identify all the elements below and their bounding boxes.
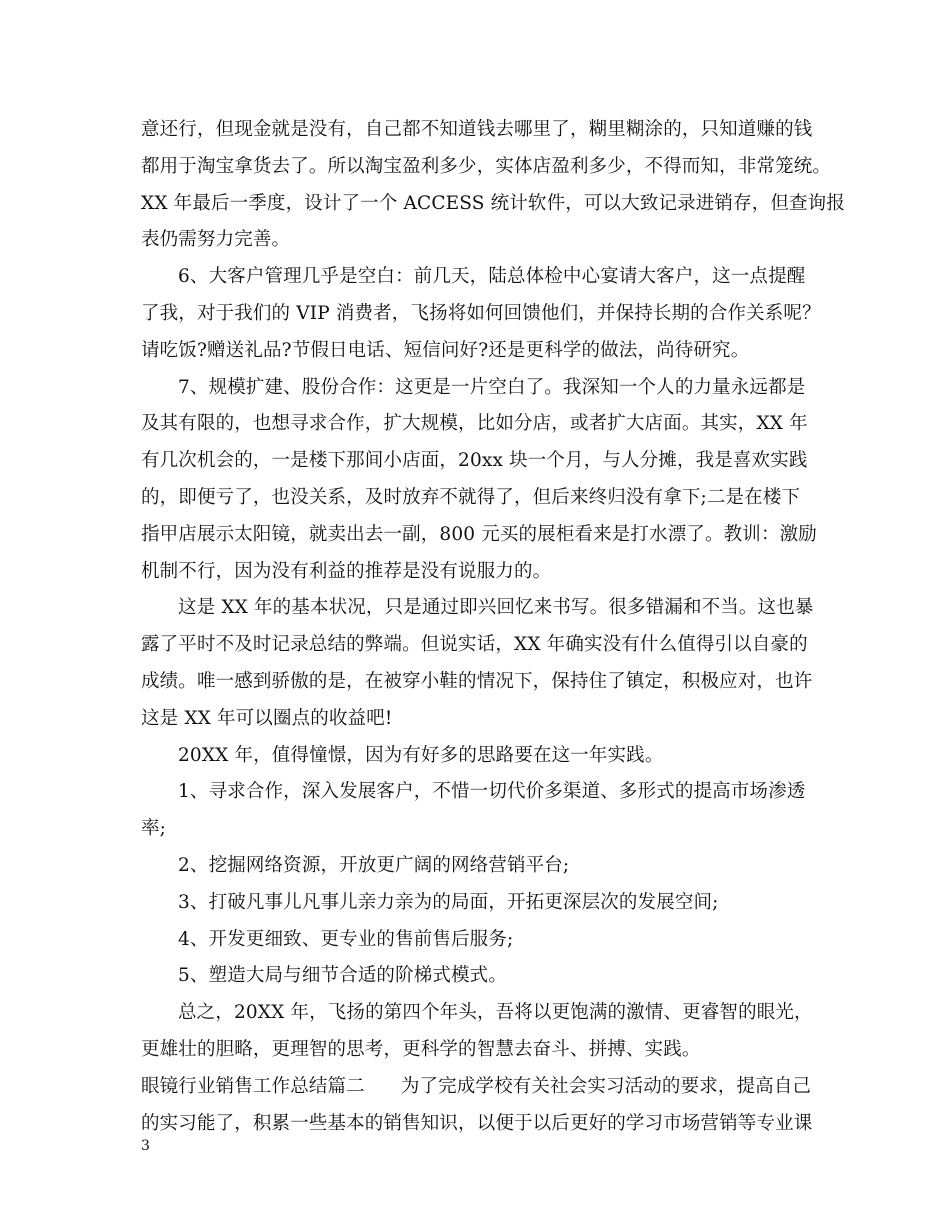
text-line: 3、打破凡事儿凡事儿亲力亲为的局面，开拓更深层次的发展空间; xyxy=(178,891,719,913)
text-line: 率; xyxy=(141,818,167,840)
text-line: 都用于淘宝拿货去了。所以淘宝盈利多少，实体店盈利多少，不得而知，非常笼统。 xyxy=(141,155,832,177)
text-line: 更雄壮的胆略，更理智的思考，更科学的智慧去奋斗、拼搏、实践。 xyxy=(141,1038,701,1060)
text-line: 成绩。唯一感到骄傲的是，在被穿小鞋的情况下，保持住了镇定，积极应对，也许 xyxy=(141,670,813,692)
text-line: 请吃饭?赠送礼品?节假日电话、短信问好?还是更科学的做法，尚待研究。 xyxy=(141,339,750,361)
text-line: 1、寻求合作，深入发展客户，不惜一切代价多渠道、多形式的提高市场渗透 xyxy=(178,781,806,803)
text-line: 露了平时不及时记录总结的弊端。但说实话，XX 年确实没有什么值得引以自豪的 xyxy=(141,634,808,656)
text-line: XX 年最后一季度，设计了一个 ACCESS 统计软件，可以大致记录进销存，但查询报 xyxy=(141,192,845,214)
text-line: 4、开发更细致、更专业的售前售后服务; xyxy=(178,928,514,950)
text-line: 表仍需努力完善。 xyxy=(141,229,291,251)
text-line: 的，即便亏了，也没关系，及时放弃不就得了，但后来终归没有拿下;二是在楼下 xyxy=(141,486,801,508)
page-number: 3 xyxy=(141,1138,150,1154)
text-line: 这是 XX 年可以圈点的收益吧! xyxy=(141,707,393,729)
text-line: 意还行，但现金就是没有，自己都不知道钱去哪里了，糊里糊涂的，只知道赚的钱 xyxy=(141,119,813,140)
text-line: 这是 XX 年的基本状况，只是通过即兴回忆来书写。很多错漏和不当。这也暴 xyxy=(178,597,814,619)
text-line: 2、挖掘网络资源，开放更广阔的网络营销平台; xyxy=(178,854,570,876)
text-line: 了我，对于我们的 VIP 消费者，飞扬将如何回馈他们，并保持长期的合作关系呢？ xyxy=(141,302,821,324)
section-heading: 眼镜行业销售工作总结篇二 xyxy=(141,1075,365,1097)
section-heading-line xyxy=(141,1069,813,1106)
text-line: 有几次机会的，一是楼下那间小店面，20xx 块一个月，与人分摊，我是喜欢实践 xyxy=(141,450,808,472)
text-line: 总之，20XX 年，飞扬的第四个年头，吾将以更饱满的激情、更睿智的眼光， xyxy=(178,1002,813,1024)
text-line: 6、大客户管理几乎是空白：前几天，陆总体检中心宴请大客户，这一点提醒 xyxy=(178,266,806,288)
section-first-line-text: 为了完成学校有关社会实习活动的要求，提高自己 xyxy=(400,1075,812,1097)
document-body xyxy=(141,112,845,1142)
text-line: 5、塑造大局与细节合适的阶梯式模式。 xyxy=(178,965,507,987)
text-line: 机制不行，因为没有利益的推荐是没有说服力的。 xyxy=(141,560,552,582)
text-line: 的实习能了，积累一些基本的销售知识，以便于以后更好的学习市场营销等专业课 xyxy=(141,1112,813,1134)
text-line: 及其有限的，也想寻求合作，扩大规模，比如分店，或者扩大店面。其实，XX 年 xyxy=(141,413,808,435)
text-line: 指甲店展示太阳镜，就卖出去一副，800 元买的展柜看来是打水漂了。教训：激励 xyxy=(141,523,817,545)
text-line: 20XX 年，值得憧憬，因为有好多的思路要在这一年实践。 xyxy=(178,744,664,766)
text-line: 7、规模扩建、股份合作：这更是一片空白了。我深知一个人的力量永远都是 xyxy=(178,376,806,398)
